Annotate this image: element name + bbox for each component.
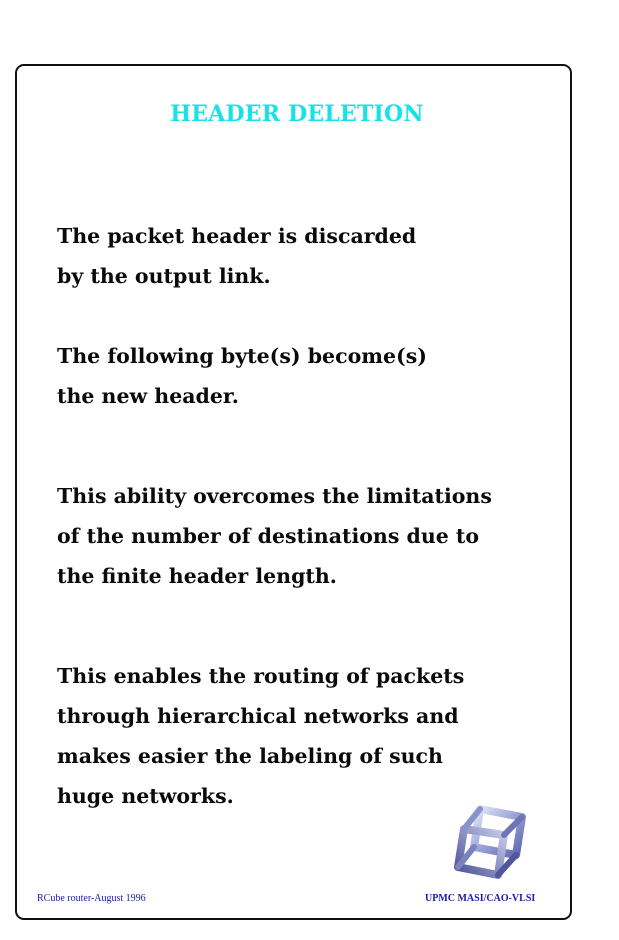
paragraph-hierarchical-routing: This enables the routing of packets through hierarchical networks and makes easier the labeling of such huge networks. bbox=[57, 664, 465, 808]
slide-title: HEADER DELETION bbox=[170, 101, 424, 127]
footer-left-text: RCube router-August 1996 bbox=[37, 893, 146, 904]
paragraph-ability-limitations: This ability overcomes the limitations of the number of destinations due to the finite header length. bbox=[57, 484, 492, 588]
footer-right-text: UPMC MASI/CAO-VLSI bbox=[425, 893, 536, 904]
paragraph-new-header: The following byte(s) become(s) the new header. bbox=[57, 344, 427, 408]
paragraph-header-discarded: The packet header is discarded by the output link. bbox=[57, 224, 417, 288]
hypercube-logo-icon bbox=[452, 803, 532, 883]
